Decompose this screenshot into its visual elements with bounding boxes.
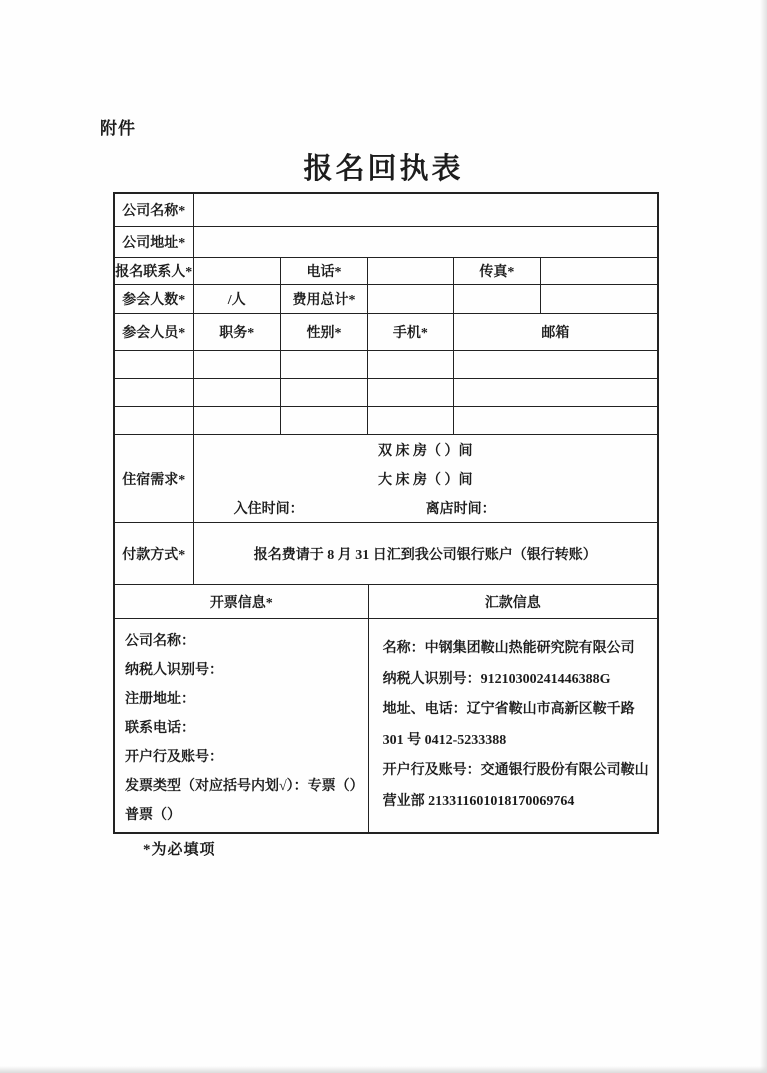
- fax-label: 传真*: [454, 258, 541, 284]
- invoice-type-field: 发票类型（对应括号内划√）：专票（）普票（）: [125, 779, 364, 823]
- total-fee-label: 费用总计*: [281, 285, 368, 313]
- phone-label: 电话*: [281, 258, 368, 284]
- attachment-label: 附件: [100, 119, 136, 138]
- attendee-email-header: 邮箱: [541, 326, 570, 341]
- invoice-info-fields: [115, 619, 369, 832]
- payment-instruction: 报名费请于 8 月 31 日汇到我公司银行账户（银行转账）: [253, 547, 597, 563]
- attendee-email-cell: [454, 351, 657, 378]
- attendee-name-cell: [115, 379, 194, 406]
- attendee-name-cell: [115, 351, 194, 378]
- row-info-body: [115, 619, 657, 832]
- attendee-mobile-header: 手机*: [368, 314, 454, 350]
- king-room-option: 大 床 房（ ）间: [378, 472, 473, 488]
- attendee-title-cell: [194, 351, 281, 378]
- attendee-gender-cell: [281, 407, 368, 434]
- company-name-field: [194, 194, 657, 226]
- payment-label: 付款方式*: [115, 523, 194, 584]
- attendee-email-cell: [454, 379, 657, 406]
- invoice-phone-field: 联系电话：: [125, 721, 195, 736]
- remittance-info-fields: [369, 619, 657, 832]
- blank-cell: [454, 285, 541, 313]
- remittance-company-name: 名称：中钢集团鞍山热能研究院有限公司: [382, 641, 635, 656]
- company-address-field: [194, 227, 657, 257]
- row-attendee-header: [115, 314, 657, 351]
- attendee-row: [115, 407, 657, 435]
- attendee-count-label: 参会人数*: [115, 285, 194, 313]
- contact-field: [194, 258, 281, 284]
- row-company-name: [115, 194, 657, 227]
- attendee-row: [115, 379, 657, 407]
- invoice-info-header: 开票信息*: [115, 585, 369, 618]
- remittance-info-header: 汇款信息: [484, 595, 541, 611]
- attendee-mobile-cell: [368, 407, 454, 434]
- registration-form-table: [113, 192, 659, 834]
- attendee-gender-cell: [281, 379, 368, 406]
- fax-field: [541, 258, 657, 284]
- attendee-mobile-cell: [368, 351, 454, 378]
- invoice-bank-account-field: 开户行及账号：: [125, 750, 223, 765]
- row-accommodation: [115, 435, 657, 523]
- total-fee-field: [368, 285, 454, 313]
- blank-cell: [541, 285, 657, 313]
- contact-label: 报名联系人*: [115, 258, 194, 284]
- attendee-title-header: 职务*: [194, 314, 281, 350]
- attendee-gender-cell: [281, 351, 368, 378]
- checkin-time-label: 入住时间：: [233, 501, 304, 517]
- page-edge-shadow-bottom: [0, 1066, 767, 1073]
- page-edge-shadow-right: [760, 0, 767, 1073]
- checkout-time-label: 离店时间：: [425, 501, 496, 517]
- accommodation-options: [194, 435, 657, 522]
- attendee-title-cell: [194, 407, 281, 434]
- row-company-address: [115, 227, 657, 258]
- company-name-label: 公司名称*: [115, 194, 194, 226]
- attendee-name-header: 参会人员*: [115, 314, 194, 350]
- remittance-tax-id: 纳税人识别号：91210300241446388G: [382, 671, 611, 687]
- attendee-gender-header: 性别*: [281, 314, 368, 350]
- attendee-mobile-cell: [368, 379, 454, 406]
- attendee-title-cell: [194, 379, 281, 406]
- company-address-label: 公司地址*: [115, 227, 194, 257]
- accommodation-label: 住宿需求*: [115, 435, 194, 522]
- remittance-address-phone: 地址、电话：辽宁省鞍山市高新区鞍千路 301 号 0412-5233388: [382, 702, 635, 748]
- stay-times: [194, 493, 657, 522]
- attendee-email-cell: [454, 407, 657, 434]
- row-contact: [115, 258, 657, 285]
- row-attendee-count: [115, 285, 657, 314]
- invoice-company-name-field: 公司名称：: [125, 634, 195, 649]
- phone-field: [368, 258, 454, 284]
- row-info-header: [115, 585, 657, 619]
- twin-room-option: 双 床 房（ ）间: [378, 443, 473, 459]
- page-title: 报名回执表: [303, 153, 464, 185]
- required-fields-note: *为必填项: [143, 842, 216, 858]
- attendee-name-cell: [115, 407, 194, 434]
- row-payment: [115, 523, 657, 585]
- attendee-row: [115, 351, 657, 379]
- remittance-bank-account: 开户行及账号：交通银行股份有限公司鞍山营业部 213311601018170069764: [382, 763, 649, 809]
- attendee-count-unit: /人: [194, 285, 281, 313]
- invoice-registered-address-field: 注册地址：: [125, 692, 195, 707]
- invoice-tax-id-field: 纳税人识别号：: [125, 663, 223, 678]
